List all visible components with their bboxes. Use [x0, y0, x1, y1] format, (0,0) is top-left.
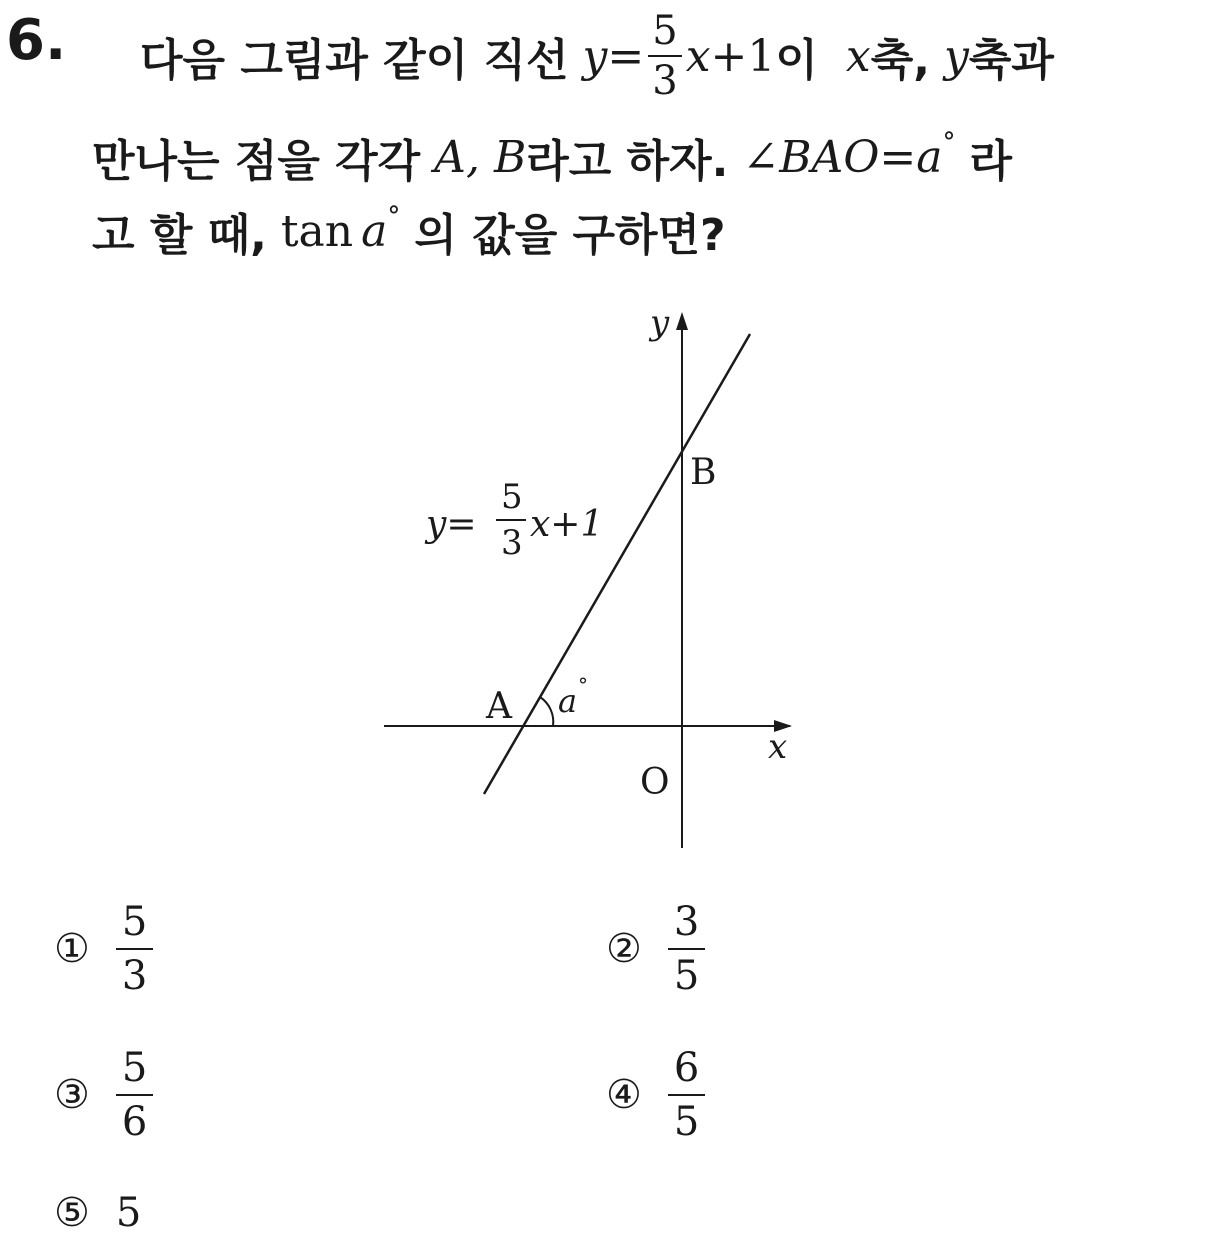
math-angle: ∠BAO=a [742, 131, 943, 183]
denominator: 3 [648, 55, 681, 101]
math-var: x [845, 30, 871, 82]
question-text: 라 [969, 136, 1013, 187]
point-a-label: A [486, 686, 512, 727]
choice-fraction [668, 899, 705, 999]
degree-sign: ° [942, 128, 956, 158]
denominator: 3 [116, 948, 153, 996]
choice-marker: ④ [606, 1072, 642, 1118]
question-text: 고 할 때, [92, 210, 267, 261]
question-text: 축과 [968, 35, 1054, 86]
angle-degree: ° [578, 673, 588, 697]
math-func: tan [280, 205, 354, 257]
math-var: y [943, 30, 969, 82]
math-var: B [493, 131, 527, 183]
question-text: 의 값을 구하면? [414, 210, 726, 261]
choice-value: 5 [115, 1190, 142, 1236]
numerator: 5 [652, 8, 678, 54]
degree-sign: ° [387, 202, 401, 232]
numerator: 6 [673, 1045, 700, 1091]
choice-2[interactable] [606, 899, 705, 999]
equation-lhs: y= [426, 504, 477, 545]
choice-marker: ① [54, 926, 90, 972]
choice-fraction [116, 1045, 153, 1145]
question-text: 다음 그림과 같이 직선 [140, 35, 569, 86]
choice-marker: ⑤ [54, 1190, 90, 1236]
numerator: 5 [121, 1045, 148, 1091]
question-number: 6. [6, 8, 67, 73]
math-var: A, [434, 131, 480, 183]
y-axis-label: y [650, 303, 670, 343]
y-axis-arrow [676, 312, 688, 330]
origin-label: O [640, 762, 670, 803]
math-var: y [582, 30, 608, 82]
question-text: 이 [775, 35, 818, 86]
numerator: 5 [121, 899, 148, 945]
equation-numerator: 5 [501, 477, 523, 517]
equation-rhs: x+1 [530, 504, 604, 545]
denominator: 5 [668, 1094, 705, 1142]
angle-label: a [558, 682, 578, 720]
choice-marker: ② [606, 926, 642, 972]
equation-denominator: 3 [501, 523, 523, 563]
choice-fraction [668, 1045, 705, 1145]
choice-3[interactable] [54, 1045, 153, 1145]
choice-4[interactable] [606, 1045, 705, 1145]
numerator: 3 [673, 899, 700, 945]
math-term: +1 [710, 30, 776, 82]
choice-fraction [116, 899, 153, 999]
denominator: 6 [116, 1094, 153, 1142]
choice-marker: ③ [54, 1072, 90, 1118]
math-var: a [361, 205, 388, 257]
math-eq: = [607, 30, 645, 82]
question-text: 라고 하자. [526, 136, 729, 187]
x-axis-label: x [768, 727, 788, 767]
question-text: 만나는 점을 각각 [92, 136, 421, 187]
angle-arc [540, 697, 553, 726]
denominator: 5 [668, 948, 705, 996]
math-var: x [685, 30, 711, 82]
choice-5[interactable] [54, 1190, 141, 1236]
point-b-label: B [690, 452, 717, 493]
choice-1[interactable] [54, 899, 153, 999]
question-text: 축, [870, 35, 930, 86]
